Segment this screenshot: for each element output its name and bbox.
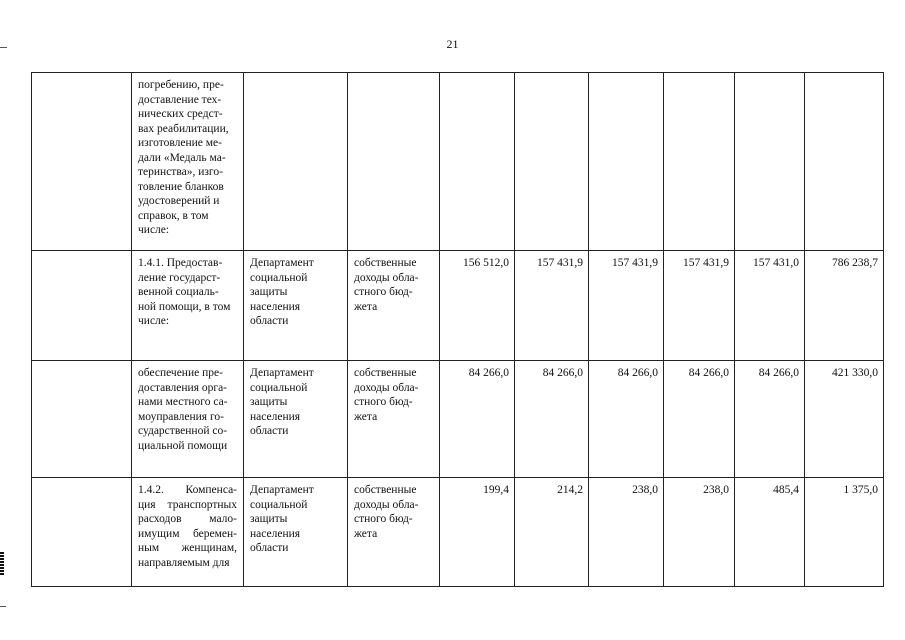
- table-row: [32, 361, 884, 478]
- cell-executor: [244, 361, 348, 478]
- budget-table: [31, 72, 884, 587]
- cell-event-name-line: погребению, пре-: [138, 79, 224, 91]
- cell-event-name-line: теринства», изго-: [138, 166, 223, 178]
- cell-funding-source-line: собственные: [354, 257, 417, 269]
- cell-executor: [244, 251, 348, 361]
- cell-funding-source-line: жета: [354, 410, 378, 423]
- cell-year-value: [735, 73, 805, 251]
- cell-funding-source-line: стного бюд-: [354, 286, 413, 298]
- cell-event-name-line: нических средст-: [138, 108, 223, 120]
- cell-year-value: 84 266,0: [515, 361, 589, 478]
- margin-tick-top: [0, 47, 7, 48]
- cell-executor-line: Департамент: [250, 484, 314, 496]
- cell-executor-line: социальной: [250, 381, 308, 394]
- cell-year-value: [589, 73, 664, 251]
- table-row: [32, 73, 884, 251]
- cell-year-value: 157 431,9: [589, 251, 664, 361]
- cell-year-value: 84 266,0: [735, 361, 805, 478]
- cell-event-name: [132, 251, 244, 361]
- cell-event-name-line: удостоверений и: [138, 195, 220, 207]
- cell-funding-source: [348, 73, 440, 251]
- cell-event-name-line: справок, в том: [138, 209, 209, 222]
- cell-event-name-line: доставления орга-: [138, 381, 228, 394]
- cell-event-name-line: обеспечение пре-: [138, 367, 223, 379]
- cell-event-name-line: сударственной со-: [138, 425, 228, 437]
- cell-funding-source: [348, 251, 440, 361]
- cell-event-name-line: числе:: [138, 315, 170, 327]
- cell-funding-source-line: жета: [354, 527, 378, 540]
- cell-empty: [32, 251, 132, 361]
- cell-year-value: 157 431,9: [515, 251, 589, 361]
- cell-year-value: 84 266,0: [664, 361, 735, 478]
- cell-event-name-line: ным женщинам,: [138, 542, 237, 554]
- cell-event-name-line: ция транспортных: [138, 498, 237, 511]
- cell-empty: [32, 478, 132, 587]
- cell-year-value: [515, 73, 589, 251]
- cell-executor-line: социальной: [250, 271, 308, 284]
- cell-event-name-line: дали «Медаль ма-: [138, 151, 226, 164]
- cell-event-name-line: направляемым для: [138, 556, 230, 569]
- cell-total-value: 421 330,0: [805, 361, 884, 478]
- cell-event-name-line: циальной помощи: [138, 439, 228, 452]
- cell-event-name-line: числе:: [138, 224, 170, 236]
- cell-year-value: 84 266,0: [440, 361, 515, 478]
- cell-event-name: [132, 478, 244, 587]
- cell-funding-source-line: стного бюд-: [354, 513, 413, 525]
- cell-funding-source-line: жета: [354, 300, 378, 313]
- cell-event-name-line: 1.4.1. Предостав-: [138, 257, 223, 269]
- cell-executor-line: социальной: [250, 498, 308, 511]
- cell-funding-source-line: доходы обла-: [354, 381, 419, 394]
- cell-empty: [32, 361, 132, 478]
- scan-mark: [0, 552, 4, 576]
- cell-empty: [32, 73, 132, 251]
- cell-event-name-line: венной социаль-: [138, 286, 219, 298]
- cell-event-name-line: вах реабилитации,: [138, 122, 229, 135]
- cell-year-value: 238,0: [664, 478, 735, 587]
- margin-tick-bottom: [0, 606, 6, 607]
- cell-funding-source-line: собственные: [354, 484, 417, 496]
- cell-event-name-line: 1.4.2. Компенса-: [138, 484, 237, 496]
- cell-executor-line: Департамент: [250, 367, 314, 379]
- cell-executor-line: защиты: [250, 396, 288, 408]
- cell-funding-source: [348, 361, 440, 478]
- cell-event-name-line: изготовление ме-: [138, 137, 222, 149]
- cell-year-value: 485,4: [735, 478, 805, 587]
- cell-executor-line: защиты: [250, 513, 288, 525]
- table-body: [32, 73, 884, 587]
- table-row: [32, 251, 884, 361]
- cell-funding-source-line: доходы обла-: [354, 271, 419, 284]
- cell-funding-source-line: собственные: [354, 367, 417, 379]
- cell-year-value: 156 512,0: [440, 251, 515, 361]
- cell-event-name-line: ной помощи, в том: [138, 300, 231, 313]
- cell-event-name: [132, 73, 244, 251]
- cell-funding-source: [348, 478, 440, 587]
- cell-year-value: 157 431,9: [664, 251, 735, 361]
- cell-executor: [244, 478, 348, 587]
- cell-executor-line: защиты: [250, 286, 288, 298]
- cell-funding-source-line: доходы обла-: [354, 498, 419, 511]
- cell-year-value: 238,0: [589, 478, 664, 587]
- cell-executor-line: населения: [250, 300, 301, 313]
- cell-total-value: 786 238,7: [805, 251, 884, 361]
- cell-year-value: [440, 73, 515, 251]
- cell-executor-line: населения: [250, 410, 301, 423]
- cell-event-name: [132, 361, 244, 478]
- cell-executor-line: населения: [250, 527, 301, 540]
- cell-total-value: 1 375,0: [805, 478, 884, 587]
- cell-executor: [244, 73, 348, 251]
- cell-year-value: [664, 73, 735, 251]
- cell-executor-line: области: [250, 542, 289, 554]
- cell-year-value: 214,2: [515, 478, 589, 587]
- cell-event-name-line: имущим беремен-: [138, 527, 237, 540]
- cell-event-name-line: доставление тех-: [138, 93, 222, 106]
- cell-year-value: 157 431,0: [735, 251, 805, 361]
- cell-event-name-line: моуправления го-: [138, 410, 224, 423]
- cell-event-name-line: товление бланков: [138, 180, 224, 193]
- cell-year-value: 199,4: [440, 478, 515, 587]
- page-number: 21: [446, 37, 459, 51]
- table-row: [32, 478, 884, 587]
- cell-year-value: 84 266,0: [589, 361, 664, 478]
- cell-total-value: [805, 73, 884, 251]
- cell-executor-line: области: [250, 425, 289, 437]
- cell-event-name-line: ление государст-: [138, 271, 221, 284]
- cell-executor-line: области: [250, 315, 289, 327]
- cell-event-name-line: расходов мало-: [138, 513, 237, 525]
- cell-funding-source-line: стного бюд-: [354, 396, 413, 408]
- cell-executor-line: Департамент: [250, 257, 314, 269]
- cell-event-name-line: нами местного са-: [138, 396, 228, 408]
